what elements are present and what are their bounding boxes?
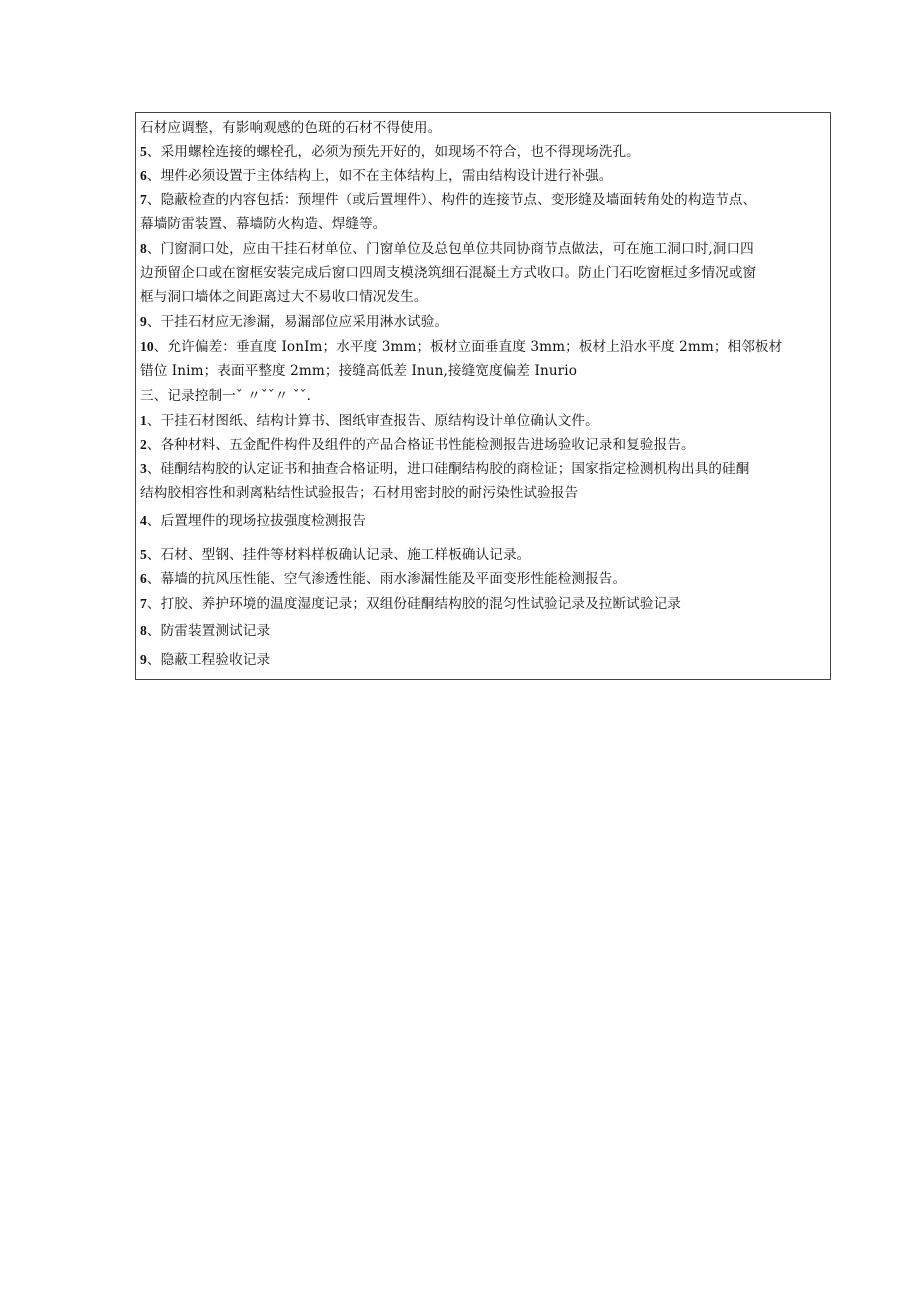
text-line: 9、隐蔽工程验收记录 bbox=[140, 652, 271, 668]
text-line: 结构胶相容性和剥离粘结性试验报告；石材用密封胶的耐污染性试验报告 bbox=[140, 485, 579, 501]
text-line: 5、采用螺栓连接的螺栓孔，必须为预先开好的，如现场不符合，也不得现场洗孔。 bbox=[140, 144, 640, 160]
text-line: 7、隐蔽检查的内容包括：预埋件（或后置埋件）、构件的连接节点、变形缝及墙面转角处的构造节点、 bbox=[140, 192, 757, 208]
section-heading: 三、记录控制一ˇ 〃ˇˇ〃 ˇˇ. bbox=[140, 388, 311, 404]
text-line: 6、埋件必须设置于主体结构上，如不在主体结构上，需由结构设计进行补强。 bbox=[140, 168, 613, 184]
text-line: 5、石材、型钢、挂件等材料样板确认记录、施工样板确认记录。 bbox=[140, 547, 531, 563]
document-table bbox=[135, 112, 831, 680]
text-line: 7、打胶、养护环境的温度湿度记录；双组份硅酮结构胶的混匀性试验记录及拉断试验记录 bbox=[140, 596, 681, 612]
text-line: 4、后置埋件的现场拉拔强度检测报告 bbox=[140, 513, 367, 529]
text-line: 6、幕墙的抗风压性能、空气渗透性能、雨水渗漏性能及平面变形性能检测报告。 bbox=[140, 571, 627, 587]
text-line: 1、干挂石材图纸、结构计算书、图纸审查报告、原结构设计单位确认文件。 bbox=[140, 413, 599, 429]
text-line: 3、硅酮结构胶的认定证书和抽查合格证明，进口硅酮结构胶的商检证；国家指定检测机构出具的硅酮 bbox=[140, 461, 750, 477]
text-line: 框与洞口墙体之间距离过大不易收口情况发生。 bbox=[140, 289, 428, 305]
text-line: 石材应调整，有影响观感的色斑的石材不得使用。 bbox=[140, 120, 442, 136]
text-line: 幕墙防雷装置、幕墙防火构造、焊缝等。 bbox=[140, 216, 387, 232]
text-line: 错位 Inim；表面平整度 2mm；接缝高低差 Inun,接缝宽度偏差 Inurio bbox=[140, 363, 578, 379]
text-line: 8、门窗洞口处，应由干挂石材单位、门窗单位及总包单位共同协商节点做法，可在施工洞口时,洞口四 bbox=[140, 241, 754, 257]
text-line: 边预留企口或在窗框安装完成后窗口四周支模浇筑细石混凝土方式收口。防止门石吃窗框过多情况或窗 bbox=[140, 265, 757, 281]
text-line: 10、允许偏差：垂直度 IonIm；水平度 3mm；板材立面垂直度 3mm；板材上沿水平度 2mm；相邻板材 bbox=[140, 339, 783, 355]
text-line: 8、防雷装置测试记录 bbox=[140, 623, 271, 639]
text-line: 9、干挂石材应无渗漏，易漏部位应采用淋水试验。 bbox=[140, 314, 449, 330]
text-line: 2、各种材料、五金配件构件及组件的产品合格证书性能检测报告进场验收记录和复验报告。 bbox=[140, 437, 695, 453]
